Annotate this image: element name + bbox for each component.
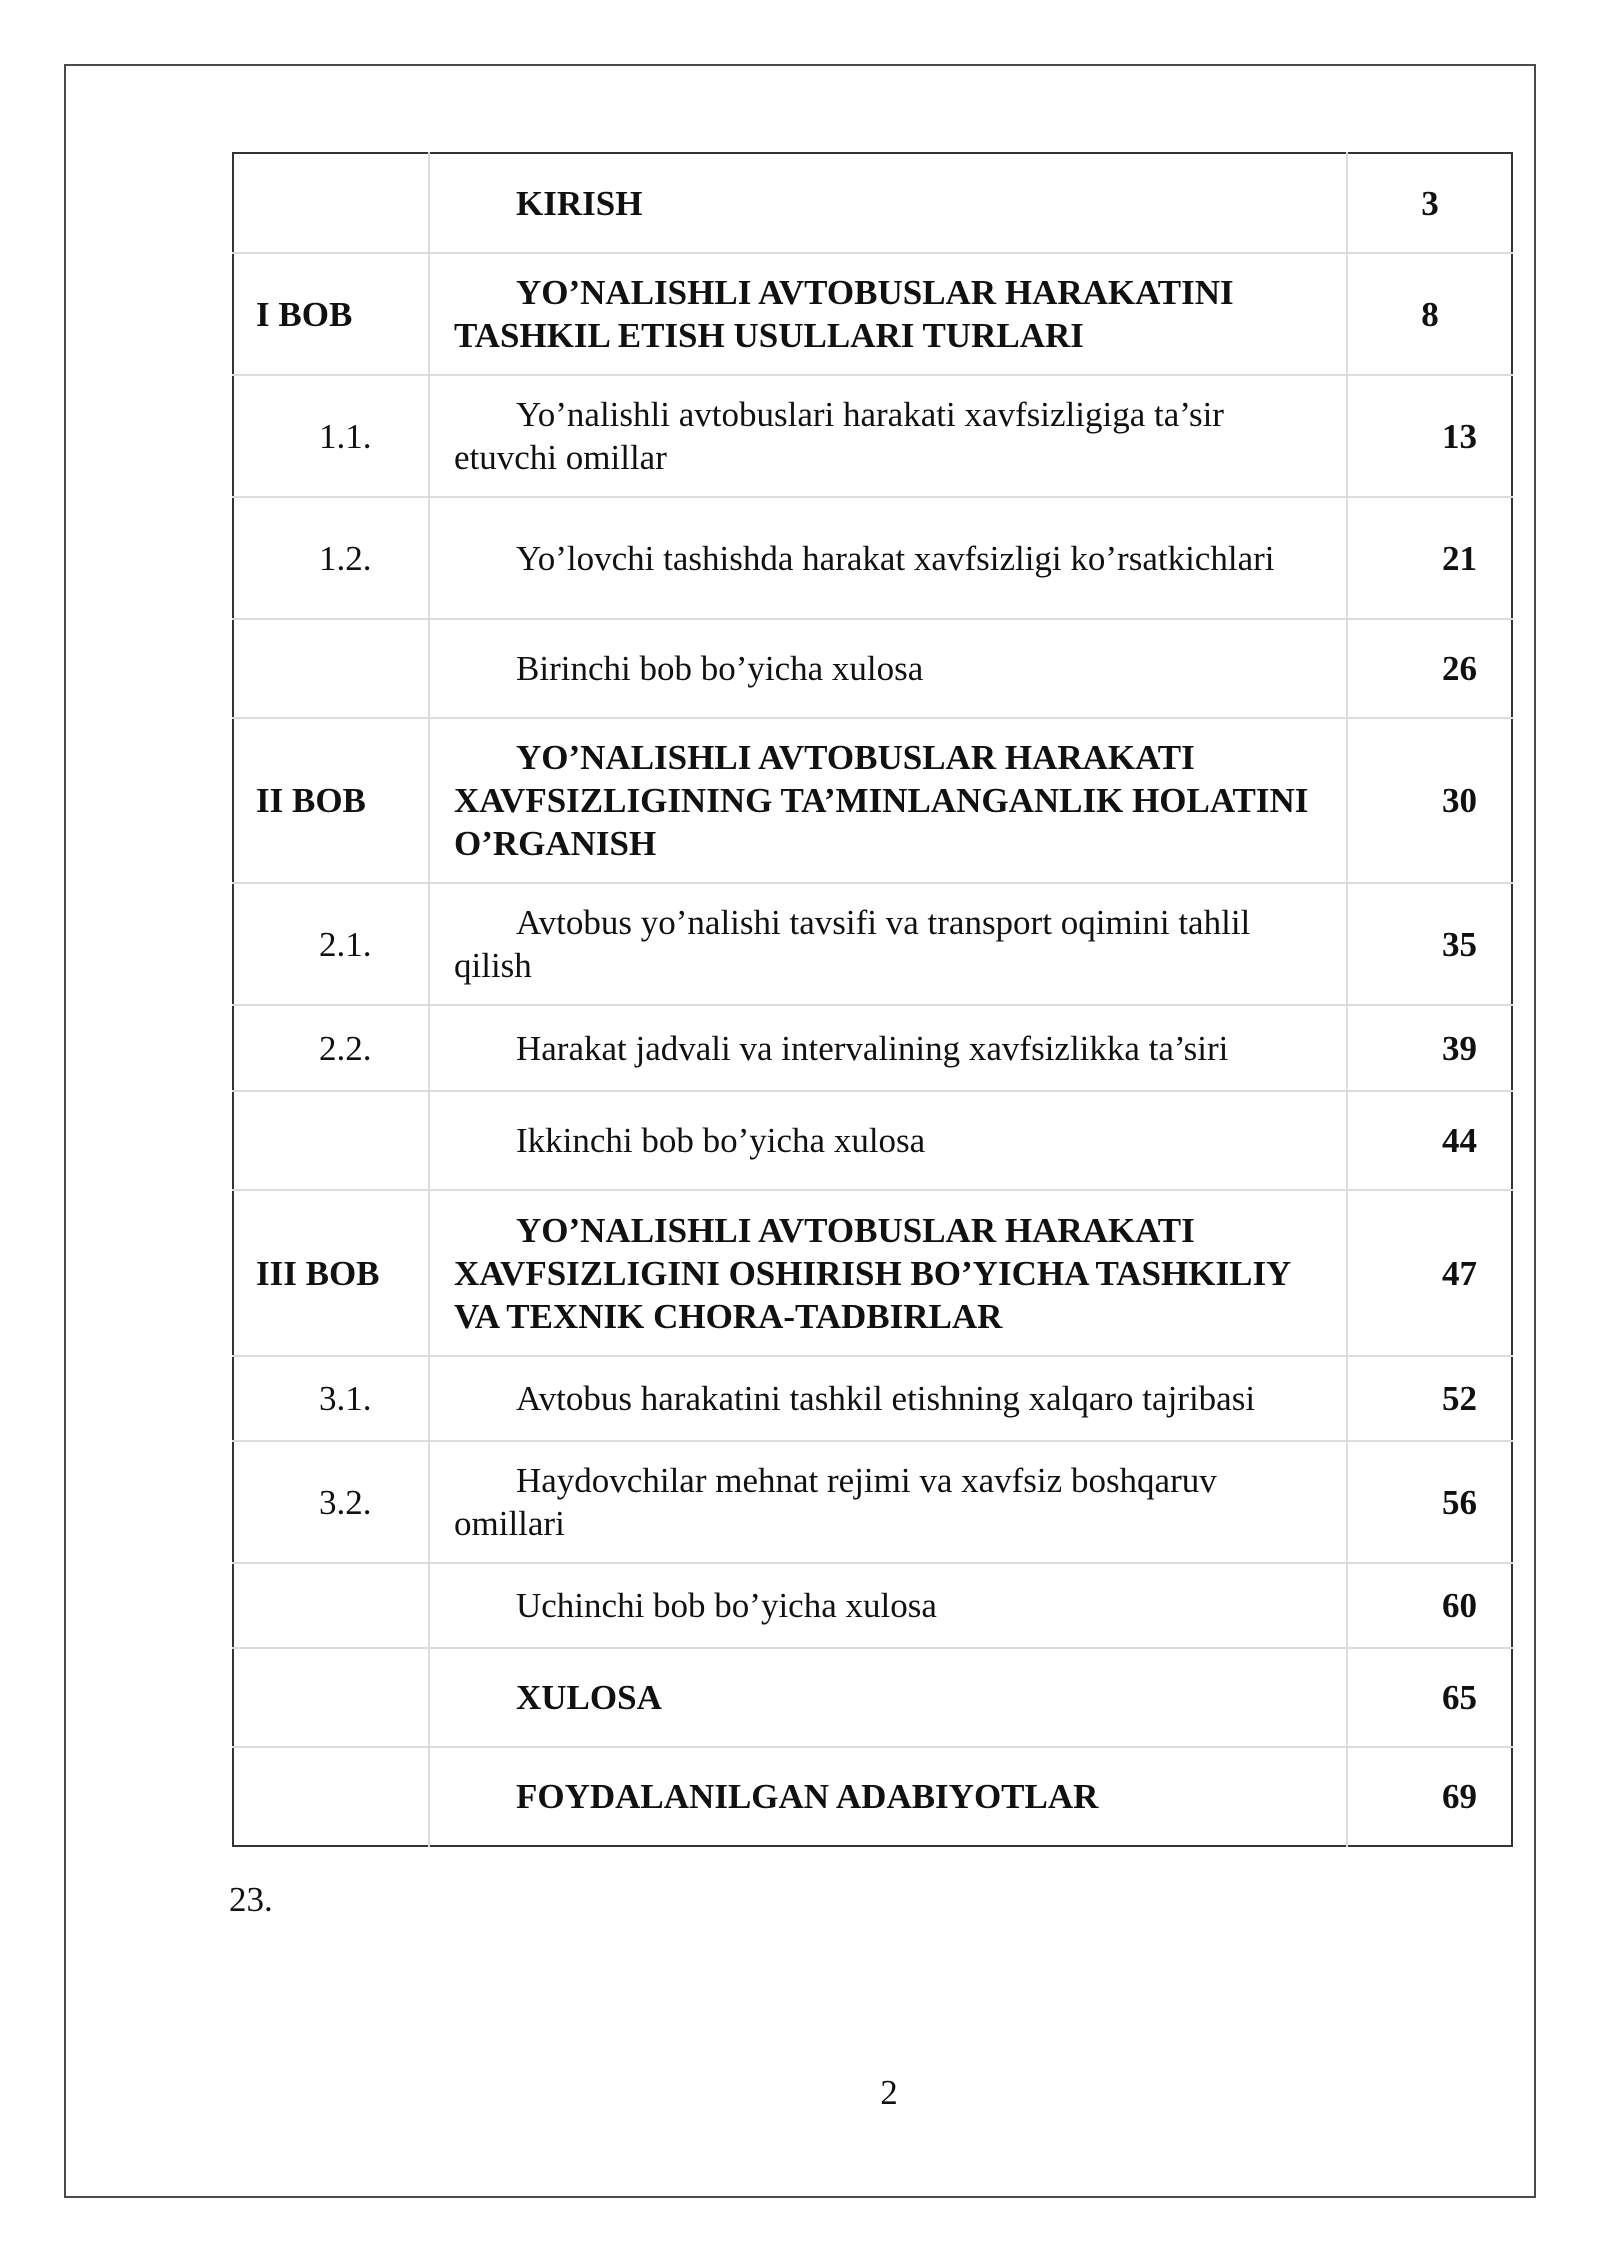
toc-page-number: 3	[1347, 153, 1512, 253]
toc-row-section-1-2	[233, 497, 1512, 619]
toc-chapter-label	[233, 1648, 429, 1747]
toc-section-number: 3.2.	[233, 1441, 429, 1563]
toc-row-chapter-2	[233, 718, 1512, 883]
toc-section-number: 1.1.	[233, 375, 429, 497]
page-number: 2	[880, 2073, 898, 2112]
toc-entry-title	[429, 619, 1347, 718]
toc-entry-text: FOYDALANILGAN ADABIYOTLAR	[516, 1777, 1099, 1816]
toc-row-references	[233, 1747, 1512, 1846]
toc-page-number: 65	[1347, 1648, 1512, 1747]
toc-row-chapter-3	[233, 1190, 1512, 1356]
toc-page-number: 30	[1347, 718, 1512, 883]
toc-section-number: 1.2.	[233, 497, 429, 619]
toc-section-number: 2.1.	[233, 883, 429, 1005]
toc-entry-text: XULOSA	[516, 1678, 662, 1717]
toc-entry-title	[429, 1091, 1347, 1190]
toc-row-section-2-2	[233, 1005, 1512, 1091]
toc-section-number: 3.1.	[233, 1356, 429, 1441]
toc-entry-title	[429, 1190, 1347, 1356]
toc-entry-text: Yo’lovchi tashishda harakat xavfsizligi ko’rsatkichlari	[516, 538, 1275, 578]
toc-entry-title	[429, 375, 1347, 497]
toc-row-chapter-1	[233, 253, 1512, 375]
toc-row-summary-1	[233, 619, 1512, 718]
toc-chapter-label	[233, 153, 429, 253]
toc-chapter-label: I BOB	[233, 253, 429, 375]
toc-page-number: 35	[1347, 883, 1512, 1005]
toc-row-section-3-2	[233, 1441, 1512, 1563]
toc-entry-title	[429, 1648, 1347, 1747]
toc-entry-text: Haydovchilar mehnat rejimi va xavfsiz boshqaruv omillari	[454, 1461, 1217, 1543]
toc-page-number: 52	[1347, 1356, 1512, 1441]
toc-section-number: 2.2.	[233, 1005, 429, 1091]
toc-chapter-label	[233, 619, 429, 718]
toc-entry-title	[429, 1563, 1347, 1648]
toc-entry-title	[429, 718, 1347, 883]
toc-entry-title	[429, 1356, 1347, 1441]
toc-entry-title	[429, 153, 1347, 253]
toc-row-section-2-1	[233, 883, 1512, 1005]
toc-chapter-label: II BOB	[233, 718, 429, 883]
toc-entry-title	[429, 1005, 1347, 1091]
toc-row-xulosa	[233, 1648, 1512, 1747]
toc-chapter-label	[233, 1563, 429, 1648]
toc-page-number: 8	[1347, 253, 1512, 375]
toc-entry-title	[429, 497, 1347, 619]
toc-page-number: 39	[1347, 1005, 1512, 1091]
toc-page-number: 44	[1347, 1091, 1512, 1190]
toc-row-summary-3	[233, 1563, 1512, 1648]
toc-chapter-label	[233, 1747, 429, 1846]
toc-chapter-label: III BOB	[233, 1190, 429, 1356]
toc-page-number: 26	[1347, 619, 1512, 718]
toc-page-number: 47	[1347, 1190, 1512, 1356]
toc-entry-title	[429, 253, 1347, 375]
toc-page-number: 13	[1347, 375, 1512, 497]
toc-entry-text: Harakat jadvali va intervalining xavfsizlikka ta’siri	[516, 1028, 1229, 1068]
toc-row-section-1-1	[233, 375, 1512, 497]
toc-row-section-3-1	[233, 1356, 1512, 1441]
toc-page-number: 60	[1347, 1563, 1512, 1648]
toc-entry-text: KIRISH	[516, 183, 643, 223]
toc-entry-text: YO’NALISHLI AVTOBUSLAR HARAKATI XAVFSIZLIGINING TA’MINLANGANLIK HOLATINI O’RGANISH	[454, 738, 1309, 863]
toc-entry-text: Avtobus yo’nalishi tavsifi va transport oqimini tahlil qilish	[454, 903, 1251, 985]
table-of-contents	[232, 152, 1513, 1847]
toc-chapter-label	[233, 1091, 429, 1190]
toc-page-number: 69	[1347, 1747, 1512, 1846]
toc-page-number: 56	[1347, 1441, 1512, 1563]
stray-text: 23.	[229, 1880, 273, 1919]
toc-entry-text: Avtobus harakatini tashkil etishning xalqaro tajribasi	[516, 1379, 1256, 1418]
toc-entry-title	[429, 1747, 1347, 1846]
toc-entry-title	[429, 1441, 1347, 1563]
toc-entry-text: Ikkinchi bob bo’yicha xulosa	[516, 1121, 926, 1160]
toc-entry-text: YO’NALISHLI AVTOBUSLAR HARAKATI XAVFSIZLIGINI OSHIRISH BO’YICHA TASHKILIY VA TEXNIK CHORA-TADBIRLAR	[454, 1210, 1291, 1336]
toc-entry-text: YO’NALISHLI AVTOBUSLAR HARAKATINI TASHKIL ETISH USULLARI TURLARI	[454, 273, 1234, 355]
toc-entry-text: Yo’nalishli avtobuslari harakati xavfsizligiga ta’sir etuvchi omillar	[454, 395, 1224, 477]
toc-row-kirish	[233, 153, 1512, 253]
toc-row-summary-2	[233, 1091, 1512, 1190]
toc-entry-title	[429, 883, 1347, 1005]
toc-entry-text: Birinchi bob bo’yicha xulosa	[516, 649, 924, 688]
toc-page-number: 21	[1347, 497, 1512, 619]
toc-entry-text: Uchinchi bob bo’yicha xulosa	[516, 1586, 937, 1625]
